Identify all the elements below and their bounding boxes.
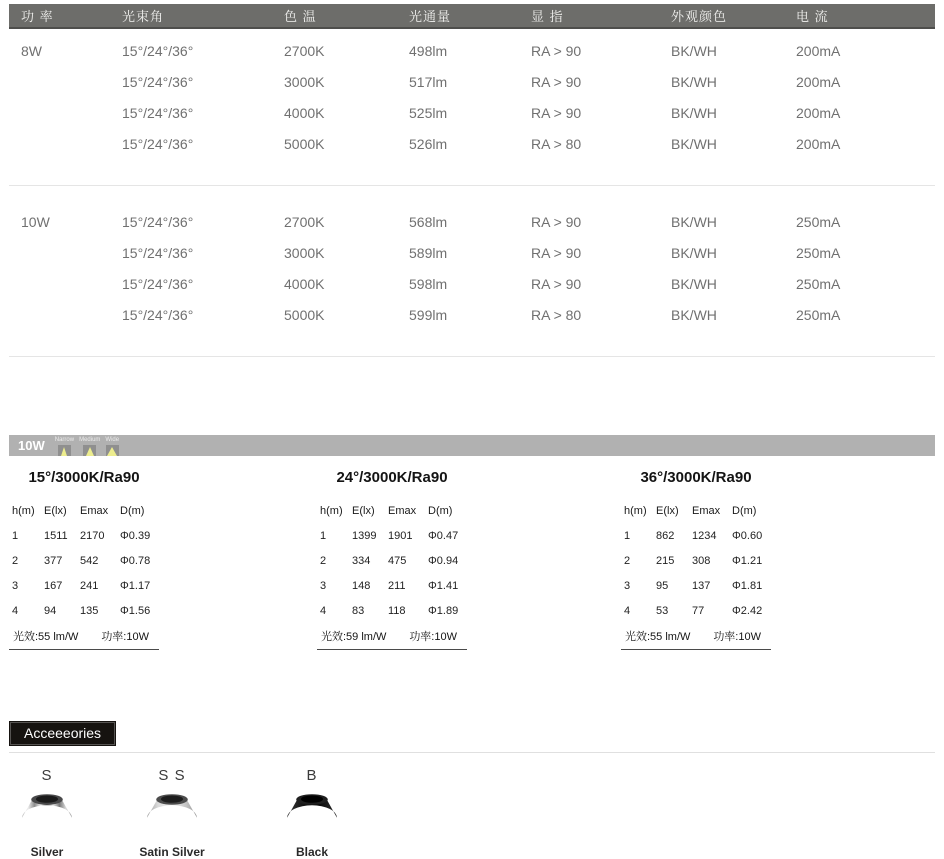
spec-cell-beam: 15°/24°/36° (122, 244, 194, 261)
spec-cell-housing: BK/WH (671, 306, 717, 323)
photometric-cell: 1 (624, 530, 631, 542)
photometric-cell: Φ0.94 (428, 555, 459, 567)
photometric-cell: 137 (692, 580, 711, 592)
spec-row (21, 268, 935, 299)
photometric-cell: 4 (12, 605, 19, 617)
photometric-cell: 3 (320, 580, 327, 592)
spec-cell-current: 200mA (796, 104, 841, 121)
beam-tile-icon (58, 445, 71, 456)
photometric-cell: 1399 (352, 530, 377, 542)
beam-cone-icon (107, 447, 117, 456)
accessory-name-label: Black (295, 845, 329, 859)
spec-cell-beam: 15°/24°/36° (122, 104, 194, 121)
spec-col-header-cct: 色 温 (284, 9, 317, 24)
spec-cell-flux: 517lm (409, 73, 448, 90)
photometric-table (317, 469, 467, 650)
photometric-cell: Φ0.78 (120, 555, 151, 567)
photometric-cell: 2 (12, 555, 19, 567)
spec-table-body (9, 29, 935, 357)
photometric-cell: Φ1.41 (428, 580, 459, 592)
photometric-col-header: D(m) (732, 505, 757, 517)
accessories-section (9, 721, 935, 859)
spec-cell-current: 200mA (796, 135, 841, 152)
photometric-efficacy: 光效:59 lm/W (321, 631, 387, 643)
spec-table-bottom-divider (9, 356, 935, 357)
spec-row (21, 97, 935, 128)
spec-row (21, 35, 935, 66)
spec-col-header-power: 功 率 (21, 9, 54, 24)
photometric-cell: Φ0.60 (732, 530, 763, 542)
accessory-item-black (274, 767, 350, 859)
spec-cell-current: 200mA (796, 73, 841, 90)
photometric-cell: 77 (692, 605, 705, 617)
photometric-cell: 167 (44, 580, 63, 592)
photometric-cell: Φ0.39 (120, 530, 151, 542)
photometric-table-footer (9, 628, 159, 650)
spec-cell-flux: 599lm (409, 306, 448, 323)
photometric-cell: 2 (624, 555, 631, 567)
photometric-cell: 1511 (44, 530, 68, 542)
spec-cell-housing: BK/WH (671, 244, 717, 261)
spec-group-8W (9, 29, 935, 159)
spec-cell-cct: 5000K (284, 135, 325, 152)
accessory-code-label: S S (158, 767, 186, 784)
photometric-tables (9, 469, 935, 650)
photometric-power: 功率:10W (409, 631, 457, 643)
spec-cell-current: 250mA (796, 244, 841, 261)
photometric-cell: 475 (388, 555, 407, 567)
photometric-cell: 308 (692, 555, 711, 567)
photometric-cell: Φ2.42 (732, 605, 763, 617)
photometric-col-header: E(lx) (44, 505, 67, 517)
spec-row (21, 299, 935, 330)
photometric-cell: 2 (320, 555, 327, 567)
spec-cell-cct: 4000K (284, 275, 325, 292)
photometric-cell: 2170 (80, 530, 105, 542)
accessory-name-label: Silver (30, 845, 64, 859)
photometric-col-header: h(m) (12, 505, 35, 517)
beam-cone-icon (86, 447, 94, 456)
spec-cell-cct: 2700K (284, 213, 325, 230)
accessory-code-label: B (306, 767, 318, 784)
beam-cone-icon (61, 447, 67, 456)
photometric-cell: 862 (656, 530, 675, 542)
trim-ring-image-satin (142, 788, 202, 839)
photometric-table-grid (9, 499, 159, 624)
beam-bar-wattage-label: 10W (18, 438, 45, 453)
photometric-table-grid (621, 499, 771, 624)
spec-cell-beam: 15°/24°/36° (122, 73, 194, 90)
photometric-table-title: 24°/3000K/Ra90 (336, 469, 448, 486)
spec-cell-housing: BK/WH (671, 213, 717, 230)
photometric-col-header: D(m) (428, 505, 453, 517)
spec-cell-beam: 15°/24°/36° (122, 306, 194, 323)
photometric-cell: 4 (624, 605, 631, 617)
photometric-cell: 83 (352, 605, 365, 617)
photometric-cell: 1 (320, 530, 327, 542)
spec-cell-beam: 15°/24°/36° (122, 42, 194, 59)
beam-icon-medium (79, 437, 100, 456)
photometric-cell: Φ1.81 (732, 580, 763, 592)
spec-row (21, 66, 935, 97)
spec-col-header-housing: 外观颜色 (671, 9, 728, 24)
spec-group-divider (9, 185, 935, 186)
photometric-cell: 215 (656, 555, 675, 567)
spec-cell-current: 250mA (796, 213, 841, 230)
photometric-table-footer (317, 628, 467, 650)
spec-cell-current: 250mA (796, 306, 841, 323)
spec-cell-beam: 15°/24°/36° (122, 213, 194, 230)
trim-ring-image-silver (17, 788, 77, 839)
spec-cell-housing: BK/WH (671, 104, 717, 121)
photometric-table-footer (621, 628, 771, 650)
photometric-cell: 211 (388, 580, 406, 592)
spec-cell-cct: 4000K (284, 104, 325, 121)
accessories-title (9, 721, 116, 746)
beam-icon-narrow (55, 437, 74, 456)
beam-icons (55, 435, 119, 457)
spec-cell-cct: 2700K (284, 42, 325, 59)
spec-cell-flux: 589lm (409, 244, 448, 261)
accessory-item-silver (9, 767, 85, 859)
photometric-col-header: Emax (692, 505, 721, 517)
spec-cell-cct: 3000K (284, 244, 325, 261)
spec-cell-cri: RA > 90 (531, 244, 582, 261)
spec-cell-flux: 526lm (409, 135, 448, 152)
spec-group-10W (9, 200, 935, 330)
spec-cell-power: 8W (21, 42, 42, 59)
photometric-efficacy: 光效:55 lm/W (13, 631, 79, 643)
spec-cell-flux: 598lm (409, 275, 448, 292)
spec-cell-beam: 15°/24°/36° (122, 135, 194, 152)
accessory-item-satin (134, 767, 210, 859)
spec-cell-flux: 568lm (409, 213, 448, 230)
photometric-cell: Φ1.21 (732, 555, 763, 567)
spec-col-header-cri: 显 指 (531, 9, 564, 24)
photometric-cell: Φ0.47 (428, 530, 459, 542)
photometric-cell: 135 (80, 605, 99, 617)
beam-icon-label: Wide (105, 436, 120, 443)
beam-tile-icon (106, 445, 119, 456)
photometric-cell: Φ1.56 (120, 605, 151, 617)
photometric-cell: 1901 (388, 530, 413, 542)
photometric-section (9, 435, 935, 650)
photometric-col-header: Emax (388, 505, 417, 517)
photometric-cell: 95 (656, 580, 669, 592)
photometric-efficacy: 光效:55 lm/W (625, 631, 691, 643)
photometric-power: 功率:10W (713, 631, 761, 643)
beam-icon-label: Narrow (54, 436, 75, 443)
beam-tile-icon (83, 445, 96, 456)
spec-col-header-flux: 光通量 (409, 9, 452, 24)
spec-cell-flux: 498lm (409, 42, 448, 59)
accessory-name-label: Satin Silver (139, 845, 205, 859)
datasheet-page (0, 4, 944, 859)
spec-cell-beam: 15°/24°/36° (122, 275, 194, 292)
spec-cell-cri: RA > 80 (531, 135, 582, 152)
spec-cell-housing: BK/WH (671, 73, 717, 90)
spec-cell-cri: RA > 90 (531, 73, 582, 90)
spec-row (21, 237, 935, 268)
photometric-table-title: 15°/3000K/Ra90 (28, 469, 140, 486)
spec-col-header-beam: 光束角 (122, 9, 165, 24)
photometric-cell: Φ1.89 (428, 605, 459, 617)
photometric-col-header: E(lx) (352, 505, 375, 517)
photometric-col-header: h(m) (624, 505, 647, 517)
trim-ring-image-black (282, 788, 342, 839)
spec-cell-cri: RA > 90 (531, 104, 582, 121)
spec-row (21, 206, 935, 237)
spec-cell-cri: RA > 90 (531, 275, 582, 292)
spec-cell-cri: RA > 90 (531, 42, 582, 59)
spec-table (9, 4, 935, 357)
beam-icon-label: Medium (79, 436, 101, 443)
accessories-title-label: Acceeeories (24, 725, 102, 741)
accessory-code-label: S (41, 767, 53, 784)
photometric-cell: 1 (12, 530, 19, 542)
photometric-cell: 4 (320, 605, 327, 617)
photometric-cell: 3 (12, 580, 19, 592)
spec-cell-flux: 525lm (409, 104, 448, 121)
spec-cell-housing: BK/WH (671, 135, 717, 152)
beam-bar (9, 435, 935, 456)
photometric-cell: 53 (656, 605, 669, 617)
spec-cell-cct: 5000K (284, 306, 325, 323)
photometric-table-title: 36°/3000K/Ra90 (640, 469, 752, 486)
spec-cell-current: 200mA (796, 42, 841, 59)
photometric-col-header: E(lx) (656, 505, 679, 517)
photometric-cell: 118 (388, 605, 406, 617)
photometric-col-header: h(m) (320, 505, 343, 517)
photometric-cell: 377 (44, 555, 63, 567)
spec-row (21, 128, 935, 159)
spec-cell-housing: BK/WH (671, 275, 717, 292)
photometric-cell: 148 (352, 580, 371, 592)
photometric-table-grid (317, 499, 467, 624)
spec-col-header-current: 电 流 (796, 9, 829, 24)
photometric-cell: Φ1.17 (120, 580, 151, 592)
photometric-cell: 241 (80, 580, 99, 592)
spec-cell-current: 250mA (796, 275, 841, 292)
photometric-cell: 334 (352, 555, 371, 567)
photometric-col-header: Emax (80, 505, 109, 517)
photometric-power: 功率:10W (101, 631, 149, 643)
photometric-col-header: D(m) (120, 505, 145, 517)
spec-cell-power: 10W (21, 213, 50, 230)
photometric-table (9, 469, 159, 650)
spec-table-header (9, 4, 935, 29)
spec-cell-cri: RA > 90 (531, 213, 582, 230)
accessories-items (9, 767, 935, 859)
beam-icon-wide (105, 437, 119, 456)
photometric-cell: 94 (44, 605, 57, 617)
photometric-cell: 3 (624, 580, 631, 592)
photometric-cell: 542 (80, 555, 99, 567)
photometric-cell: 1234 (692, 530, 717, 542)
photometric-table (621, 469, 771, 650)
spec-cell-cri: RA > 80 (531, 306, 582, 323)
accessories-divider (9, 752, 935, 753)
spec-cell-cct: 3000K (284, 73, 325, 90)
spec-cell-housing: BK/WH (671, 42, 717, 59)
